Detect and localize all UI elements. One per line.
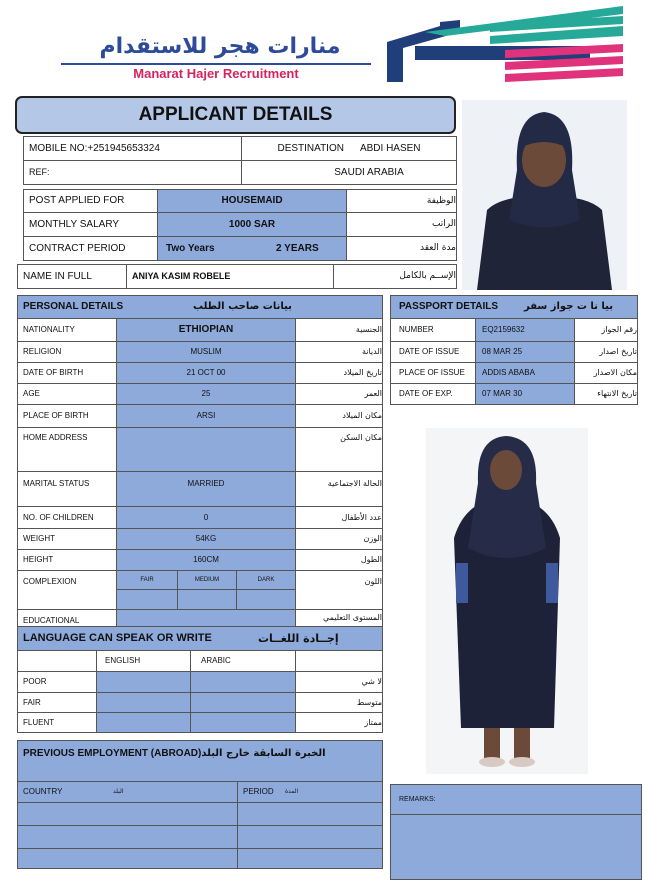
nationality-arabic: الجنسية [295, 318, 383, 342]
passport-expiry-value: 07 MAR 30 [475, 383, 575, 405]
religion-label: RELIGION [17, 341, 117, 363]
home-address-arabic: مكان السكن [295, 427, 383, 472]
passport-issue-place-arabic: مكان الاصدار [574, 362, 638, 384]
employment-row-3-country [17, 848, 238, 869]
contract-period-value [157, 236, 347, 261]
destination-label: DESTINATION [277, 142, 344, 154]
children-label: NO. OF CHILDREN [17, 506, 117, 529]
page-title-box [15, 96, 456, 134]
weight-label: WEIGHT [17, 528, 117, 550]
employment-row-3-period [237, 848, 383, 869]
portrait-figure-icon [462, 100, 627, 290]
page-title: APPLICANT DETAILS [138, 104, 333, 125]
employment-row-1-period [237, 802, 383, 826]
passport-issue-date-value: 08 MAR 25 [475, 341, 575, 363]
education-arabic: المستوى التعليمي [295, 609, 383, 627]
personal-details-title-arabic: بيانات صاحب الطلب [193, 301, 292, 312]
mobile-number: MOBILE NO:+251945653324 [23, 136, 242, 161]
contract-period-text: Two Years [166, 242, 215, 254]
company-logo [55, 0, 645, 90]
period-label: PERIOD [243, 787, 274, 796]
nationality-value: ETHIOPIAN [116, 318, 296, 342]
place-of-birth-value: ARSI [116, 404, 296, 428]
contract-period-label: CONTRACT PERIOD [23, 236, 158, 261]
employment-title-arabic: الخبرة السابقة خارج البلد [201, 748, 326, 759]
weight-value: 54KG [116, 528, 296, 550]
salary-label: MONTHLY SALARY [23, 212, 158, 237]
ref-value: SAUDI ARABIA [241, 160, 457, 185]
full-name-label: NAME IN FULL [17, 264, 127, 289]
salary-arabic: الراتب [346, 212, 457, 237]
ref-label: REF: [23, 160, 242, 185]
passport-header [390, 295, 638, 319]
passport-issue-place-label: PLACE OF ISSUE [390, 362, 476, 384]
english-fluent-box [96, 712, 191, 733]
language-corner [17, 650, 97, 672]
home-address-value [116, 427, 296, 472]
age-arabic: العمر [295, 383, 383, 405]
religion-value: MUSLIM [116, 341, 296, 363]
complexion-label: COMPLEXION [17, 570, 117, 610]
complexion-option-medium: MEDIUM [177, 570, 237, 590]
children-value: 0 [116, 506, 296, 529]
nationality-label: NATIONALITY [17, 318, 117, 342]
height-value: 160CM [116, 549, 296, 571]
passport-issue-place-value: ADDIS ABABA [475, 362, 575, 384]
height-arabic: الطول [295, 549, 383, 571]
complexion-option-fair: FAIR [116, 570, 178, 590]
weight-arabic: الوزن [295, 528, 383, 550]
destination-cell [241, 136, 457, 161]
logo-house-icon [385, 2, 647, 87]
full-name-value: ANIYA KASIM ROBELE [126, 264, 334, 289]
contract-period-arabic: مدة العقد [346, 236, 457, 261]
post-applied-value: HOUSEMAID [157, 189, 347, 213]
education-label: EDUCATIONAL [17, 609, 117, 627]
passport-title: PASSPORT DETAILS [399, 301, 499, 312]
height-label: HEIGHT [17, 549, 117, 571]
complexion-medium-box [177, 589, 237, 610]
remarks-label: REMARKS: [390, 784, 642, 815]
complexion-dark-box [236, 589, 296, 610]
employment-row-1-country [17, 802, 238, 826]
english-fair-box [96, 692, 191, 713]
personal-details-title: PERSONAL DETAILS [23, 301, 124, 312]
post-applied-label: POST APPLIED FOR [23, 189, 158, 213]
country-arabic: البلد [113, 788, 124, 795]
employment-row-2-period [237, 825, 383, 849]
language-level-poor-arabic: لا شي [295, 671, 383, 693]
language-title-arabic: إجــادة اللغــات [258, 632, 339, 645]
language-level-fair: FAIR [17, 692, 97, 713]
applicant-full-body-photo [426, 428, 588, 774]
language-header [17, 626, 383, 651]
passport-number-arabic: رقم الجواز [574, 318, 638, 342]
full-name-arabic: الإســم بالكامل [333, 264, 457, 289]
employment-period-label [237, 781, 383, 803]
passport-title-arabic: بيا نا ت جواز سفر [524, 301, 613, 312]
logo-underline [61, 63, 371, 65]
salary-value: 1000 SAR [157, 212, 347, 237]
post-applied-arabic: الوظيفة [346, 189, 457, 213]
education-value [116, 609, 296, 627]
passport-number-label: NUMBER [390, 318, 476, 342]
place-of-birth-arabic: مكان الميلاد [295, 404, 383, 428]
passport-number-value: EQ2159632 [475, 318, 575, 342]
marital-status-arabic: الحالة الاجتماعية [295, 471, 383, 507]
dob-value: 21 OCT 00 [116, 362, 296, 384]
employment-title: PREVIOUS EMPLOYMENT (ABROAD) [23, 748, 202, 759]
country-label: COUNTRY [23, 787, 63, 796]
marital-status-value: MARRIED [116, 471, 296, 507]
passport-expiry-label: DATE OF EXP. [390, 383, 476, 405]
age-value: 25 [116, 383, 296, 405]
full-body-figure-icon [426, 428, 588, 774]
complexion-option-dark: DARK [236, 570, 296, 590]
language-col-empty [295, 650, 383, 672]
age-label: AGE [17, 383, 117, 405]
destination-value: ABDI HASEN [359, 142, 421, 154]
employment-header [17, 740, 383, 782]
passport-expiry-arabic: تاريخ الانتهاء [574, 383, 638, 405]
language-col-english: ENGLISH [96, 650, 191, 672]
arabic-poor-box [190, 671, 296, 693]
dob-arabic: تاريخ الميلاد [295, 362, 383, 384]
company-name-arabic: منارات هجر للاستقدام [99, 34, 341, 59]
contract-period-years: 2 YEARS [276, 242, 319, 254]
language-level-poor: POOR [17, 671, 97, 693]
employment-country-label [17, 781, 238, 803]
language-level-fluent-arabic: ممتاز [295, 712, 383, 733]
complexion-fair-box [116, 589, 178, 610]
home-address-label: HOME ADDRESS [17, 427, 117, 472]
children-arabic: عدد الأطفال [295, 506, 383, 529]
religion-arabic: الديانة [295, 341, 383, 363]
complexion-arabic: اللون [295, 570, 383, 610]
applicant-portrait-photo [462, 100, 627, 290]
dob-label: DATE OF BIRTH [17, 362, 117, 384]
language-level-fair-arabic: متوسط [295, 692, 383, 713]
marital-status-label: MARITAL STATUS [17, 471, 117, 507]
arabic-fair-box [190, 692, 296, 713]
period-arabic: المدة [285, 788, 299, 795]
personal-details-header [17, 295, 383, 319]
place-of-birth-label: PLACE OF BIRTH [17, 404, 117, 428]
language-col-arabic: ARABIC [190, 650, 296, 672]
employment-row-2-country [17, 825, 238, 849]
language-level-fluent: FLUENT [17, 712, 97, 733]
passport-issue-date-label: DATE OF ISSUE [390, 341, 476, 363]
remarks-box [390, 814, 642, 880]
passport-issue-date-arabic: تاريخ اصدار [574, 341, 638, 363]
language-title: LANGUAGE CAN SPEAK OR WRITE [23, 632, 212, 644]
english-poor-box [96, 671, 191, 693]
company-name-english: Manarat Hajer Recruitment [133, 66, 299, 81]
arabic-fluent-box [190, 712, 296, 733]
